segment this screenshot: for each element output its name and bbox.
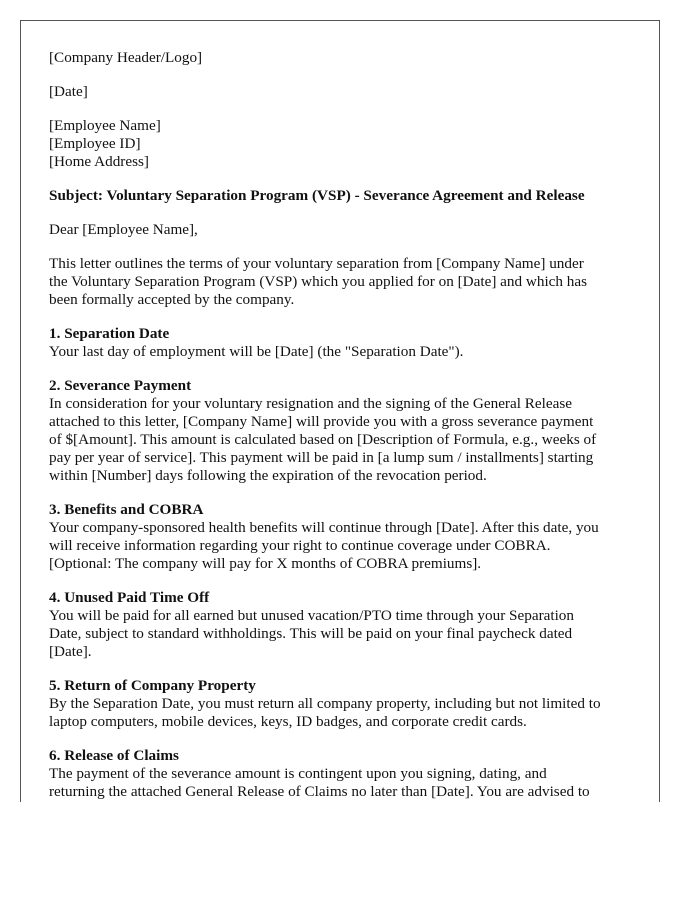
section-line: [Optional: The company will pay for X months of COBRA premiums].: [49, 555, 482, 572]
letter-page: [20, 20, 660, 802]
section-title: 4. Unused Paid Time Off: [49, 589, 210, 606]
recipient-address: [Home Address]: [49, 153, 149, 170]
company-header: [49, 49, 639, 67]
section-line: pay per year of service]. This payment will be paid in [a lump sum / installments] starting: [49, 449, 594, 466]
section-title: 5. Return of Company Property: [49, 677, 256, 694]
intro-line: been formally accepted by the company.: [49, 291, 295, 308]
section-line: laptop computers, mobile devices, keys, ID badges, and corporate credit cards.: [49, 713, 527, 730]
section-severance-payment: [49, 377, 639, 485]
section-line: will receive information regarding your right to continue coverage under COBRA.: [49, 537, 551, 554]
section-title: 6. Release of Claims: [49, 747, 179, 764]
company-header-text: [Company Header/Logo]: [49, 49, 203, 66]
section-line: Your last day of employment will be [Date] (the "Separation Date").: [49, 343, 464, 360]
recipient-id: [Employee ID]: [49, 135, 141, 152]
section-line: You will be paid for all earned but unused vacation/PTO time through your Separation: [49, 607, 574, 624]
letter-date: [49, 83, 639, 101]
section-line: within [Number] days following the expiration of the revocation period.: [49, 467, 487, 484]
section-line: In consideration for your voluntary resignation and the signing of the General Release: [49, 395, 572, 412]
intro-line: the Voluntary Separation Program (VSP) which you applied for on [Date] and which has: [49, 273, 588, 290]
section-title: 3. Benefits and COBRA: [49, 501, 204, 518]
salutation: [49, 221, 639, 239]
section-separation-date: [49, 325, 639, 361]
section-unused-pto: [49, 589, 639, 661]
intro-paragraph: [49, 255, 639, 309]
section-line: The payment of the severance amount is contingent upon you signing, dating, and: [49, 765, 547, 782]
section-title: 1. Separation Date: [49, 325, 170, 342]
section-line: By the Separation Date, you must return all company property, including but not limited to: [49, 695, 601, 712]
section-line: [Date].: [49, 643, 92, 660]
letter-content: [49, 49, 639, 802]
subject-line: [49, 187, 639, 205]
section-release-claims: [49, 747, 639, 801]
section-line: attached to this letter, [Company Name] will provide you with a gross severance payment: [49, 413, 594, 430]
recipient-name: [Employee Name]: [49, 117, 161, 134]
salutation-text: Dear [Employee Name],: [49, 221, 198, 238]
section-title: 2. Severance Payment: [49, 377, 192, 394]
section-line: of $[Amount]. This amount is calculated based on [Description of Formula, e.g., weeks of: [49, 431, 597, 448]
section-line: returning the attached General Release of Claims no later than [Date]. You are advised to: [49, 783, 590, 800]
recipient-block: [49, 117, 639, 171]
section-return-property: [49, 677, 639, 731]
letter-date-text: [Date]: [49, 83, 88, 100]
subject-text: Subject: Voluntary Separation Program (VSP) - Severance Agreement and Release: [49, 187, 585, 204]
section-line: Your company-sponsored health benefits will continue through [Date]. After this date, you: [49, 519, 599, 536]
section-benefits-cobra: [49, 501, 639, 573]
intro-line: This letter outlines the terms of your voluntary separation from [Company Name] under: [49, 255, 584, 272]
section-line: Date, subject to standard withholdings. This will be paid on your final paycheck dated: [49, 625, 573, 642]
